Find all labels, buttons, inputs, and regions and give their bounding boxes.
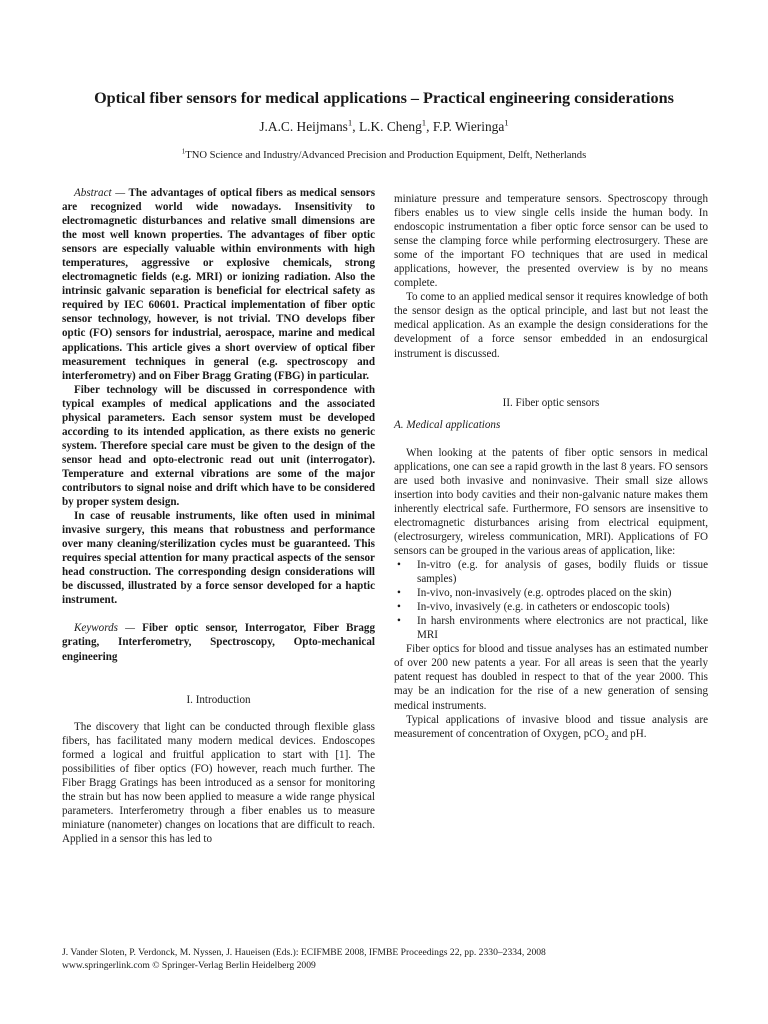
keywords: [62, 621, 375, 663]
author-separator: ,: [352, 119, 359, 134]
body-paragraph: miniature pressure and temperature sensors. Spectroscopy through fibers enables us to view single cells inside the human body. In endoscopic instrumentation a fiber optic force sensor can be used to sense the clamping force while performing electrosurgery. These are some of the important FO techniques that are used in medical applications, however, the presented overview is by no means complete.: [394, 193, 708, 290]
list-item: • In-vivo, non-invasively (e.g. optrodes placed on the skin): [397, 587, 672, 600]
author-list: [40, 118, 728, 135]
bullet-icon: •: [397, 601, 401, 614]
body-paragraph: To come to an applied medical sensor it requires knowledge of both the sensor design as the optical principle, and last but not least the medical application. As an example the design considerations for the development of a force sensor embedded in an endosurgical instrument is discussed.: [394, 291, 708, 360]
author-name: F.P. Wieringa: [432, 119, 505, 134]
page-footer: [62, 946, 722, 972]
affiliation-mark: 1: [504, 117, 509, 128]
right-column: [394, 192, 708, 741]
abstract-paragraph: [62, 186, 375, 383]
left-column: [62, 186, 375, 846]
affiliation-mark: 1: [181, 148, 186, 156]
abstract-text: The advantages of optical fibers as medical sensors are recognized world wide nowadays. Insensitivity to electromagnetic disturbances and relative small dimensions are the most well known properties. The advantages of fiber optic sensors are especially valuable within environments with high temperatures, aggressive or explosive chemicals, strong electromagnetic fields (e.g. MRI) or ionizing radiation. Also the intrinsic galvanic separation is beneficial for electrical safety as required by IEC 60601. Practical implementation of fiber optic sensor technology, however, is not trivial. TNO develops fiber optic (FO) sensors for industrial, aerospace, marine and medical applications. This article gives a short overview of optical fiber measurement techniques in general (e.g. spectroscopy and interferometry) and on Fiber Bragg Grating (FBG) in particular.: [62, 187, 376, 382]
keywords-text: Fiber optic sensor, Interrogator, Fiber Bragg grating, Interferometry, Spectroscopy, Opto-mechanical engineering: [62, 622, 375, 663]
subsection-heading-medical-applications: A. Medical applications: [394, 418, 501, 431]
abstract-paragraph: Fiber technology will be discussed in correspondence with typical examples of medical applications and the associated physical parameters. Each sensor system must be developed according to its intended application, as there exists no generic system. Therefore special care must be given to the design of the sensor head and opto-electronic read out unit (interrogator). Temperature and external vibrations are some of the major contributors to signal noise and drift which have to be considered by proper system design.: [62, 383, 375, 509]
affiliation-text: TNO Science and Industry/Advanced Precision and Production Equipment, Delft, Netherlands: [185, 150, 587, 161]
footer-citation: J. Vander Sloten, P. Verdonck, M. Nyssen, J. Haueisen (Eds.): ECIFMBE 2008, IFMBE Proceedings 22, pp. 2330–2334, 2008: [62, 947, 546, 958]
affiliation: [40, 149, 728, 163]
list-item: • In-vitro (e.g. for analysis of gases, bodily fluids or tissue samples): [397, 559, 708, 586]
affiliation-mark: 1: [421, 117, 427, 128]
section-heading-introduction: I. Introduction: [186, 693, 251, 706]
list-item: • In-vivo, invasively (e.g. in catheters or endoscopic tools): [397, 601, 670, 614]
body-paragraph: When looking at the patents of fiber optic sensors in medical applications, one can see a rapid growth in the last 8 years. FO sensors are used both invasive and noninvasive. Their small size allows insertion into body cavities and their non-galvanic nature makes them inherently electrical safe. Furthermore, FO sensors are insensitive to electromagnetic disturbances arising from electrical equipment, (electrosurgery, wireless communication, MRI). Applications of FO sensors can be grouped in the various areas of application, like:: [394, 446, 708, 557]
bullet-icon: •: [397, 587, 401, 600]
subscript: 2: [604, 732, 609, 742]
footer-publisher: www.springerlink.com © Springer-Verlag Berlin Heidelberg 2009: [62, 960, 316, 971]
list-item: • In harsh environments where electronics are not practical, like MRI: [397, 615, 708, 642]
bullet-icon: •: [397, 615, 401, 628]
abstract-label: Abstract —: [74, 187, 126, 199]
keywords-label: Keywords —: [74, 622, 135, 635]
body-paragraph: The discovery that light can be conducted through flexible glass fibers, has facilitated many modern medical devices. Endoscopes formed a logical and fruitful application to start with [1]. The possibilities of fiber optics (FO) however, reach much further. The Fiber Bragg Gratings has been introduced as a sensor for monitoring the strain but has now been applied to measure a wide range physical parameters. Interferometry through a fiber enables us to measure miniature (nanometer) changes on locations that are difficult to reach. Applied in a sensor this has led to: [62, 720, 375, 845]
section-heading-fiber-optic-sensors: II. Fiber optic sensors: [502, 396, 600, 409]
body-paragraph: Typical applications of invasive blood and tissue analysis are measurement of concentration of Oxygen, pCO$_2$ and pH.: [394, 713, 708, 742]
author-name: L.K. Cheng: [358, 119, 422, 134]
abstract-paragraph: In case of reusable instruments, like often used in minimal invasive surgery, this means that robustness and performance over many cleaning/sterilization cycles must be guaranteed. This requires special attention for many practical aspects of the sensor head construction. The corresponding design considerations will be discussed, illustrated by a force sensor developed for a haptic instrument.: [62, 510, 375, 607]
affiliation-mark: 1: [347, 117, 353, 128]
paper-title: Optical fiber sensors for medical applications – Practical engineering considerations: [94, 89, 674, 107]
author-separator: ,: [426, 119, 433, 134]
body-paragraph: Fiber optics for blood and tissue analyses has an estimated number of over 200 new patents a year. For all areas is seen that the yearly patent request has doubled in respect to that of the year 2000. This may be an indication for the rise of a new generation of sensing medical instruments.: [394, 643, 708, 712]
bullet-icon: •: [397, 559, 401, 572]
author-name: J.A.C. Heijmans: [259, 119, 348, 134]
application-list: [394, 558, 708, 642]
